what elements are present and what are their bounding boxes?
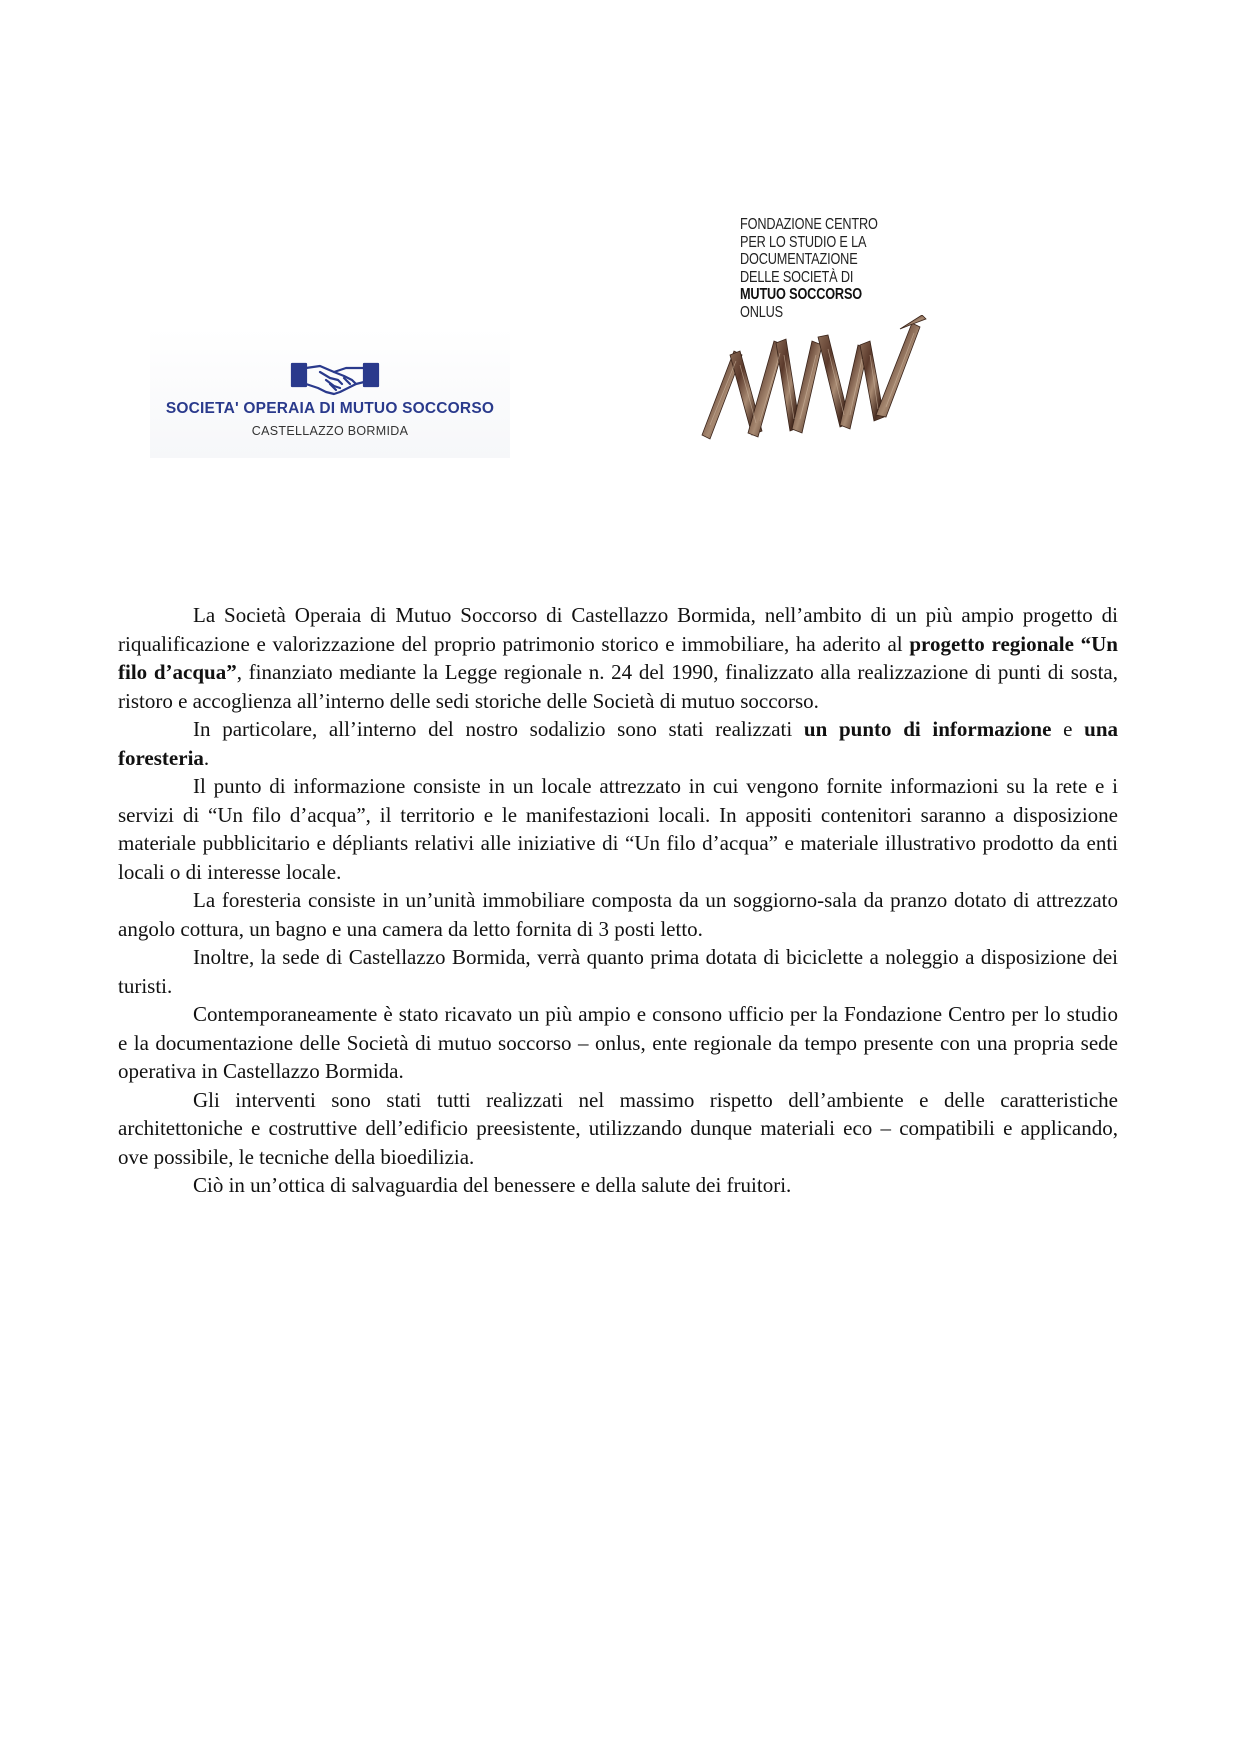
fondazione-line-bold: MUTUO SOCCORSO [740,286,862,303]
handshake-icon [290,358,380,400]
paragraph-2-bold-a: un punto di informazione [803,717,1052,741]
fondazione-logo [700,210,930,450]
fondazione-line-last: ONLUS [740,303,783,321]
paragraph-6: Contemporaneamente è stato ricavato un più ampio e consono ufficio per la Fondazione Centro per lo studio e la documentazione delle Società di mutuo soccorso – onlus, ente regionale da tempo presente con una propria sede operativa in Castellazzo Bormida. [118,1002,1118,1083]
paragraph-1-text-b: , finanziato mediante la Legge regionale n. 24 del 1990, finalizzato alla realizzazione di punti di sosta, ristoro e accoglienza all’interno delle sedi storiche delle Società di mutuo soccorso. [118,660,1118,713]
fondazione-line-4: DELLE SOCIETÀ DI [740,268,854,286]
fondazione-line-3: DOCUMENTAZIONE [740,251,858,268]
document-body [118,601,1118,1200]
paragraph-8: Ciò in un’ottica di salvaguardia del benessere e della salute dei fruitori. [193,1173,792,1197]
paragraph-1-bold: progetto regionale “Un filo d’acqua” [118,631,1118,684]
paragraph-2-bold-b: una foresteria [118,717,1118,770]
wooden-sticks-graphic [700,315,930,445]
fondazione-line-2: PER LO STUDIO E LA [740,233,867,251]
paragraph-3: Il punto di informazione consiste in un locale attrezzato in cui vengono fornite informazioni su la rete e i servizi di “Un filo d’acqua”, il territorio e le manifestazioni locali. In appositi contenitori saranno a disposizione materiale pubblicitario e dépliants relativi alle iniziative di “Un filo d’acqua” e materiale illustrativo prodotto da enti locali o di interesse locale. [118,774,1118,884]
paragraph-2-text-a: In particolare, all’interno del nostro sodalizio sono stati realizzati [193,717,804,741]
soms-logo-title: SOCIETA' OPERAIA DI MUTUO SOCCORSO [165,400,495,417]
paragraph-5: Inoltre, la sede di Castellazzo Bormida, verrà quanto prima dotata di biciclette a noleggio a disposizione dei turisti. [118,945,1118,998]
soms-logo [150,328,510,458]
fondazione-logo-text [740,216,878,321]
paragraph-4: La foresteria consiste in un’unità immobiliare composta da un soggiorno-sala da pranzo dotato di attrezzato angolo cottura, un bagno e una camera da letto fornita di 3 posti letto. [118,888,1118,941]
fondazione-line-1: FONDAZIONE CENTRO [740,216,878,233]
soms-logo-subtitle: CASTELLAZZO BORMIDA [251,424,409,438]
paragraph-2-text-c: . [203,745,210,770]
paragraph-7: Gli interventi sono stati tutti realizzati nel massimo rispetto dell’ambiente e delle caratteristiche architettoniche e costruttive dell’edificio preesistente, utilizzando dunque materiali eco – compatibili e applicando, ove possibile, le tecniche della bioedilizia. [118,1087,1118,1169]
paragraph-1 [118,601,1118,715]
paragraph-2 [118,715,1118,772]
paragraph-2-text-b: e [1051,717,1085,741]
paragraph-1-text-a: La Società Operaia di Mutuo Soccorso di Castellazzo Bormida, nell’ambito di un più ampio progetto di riqualificazione e valorizzazione del proprio patrimonio storico e immobiliare, ha aderito al [118,603,1118,656]
